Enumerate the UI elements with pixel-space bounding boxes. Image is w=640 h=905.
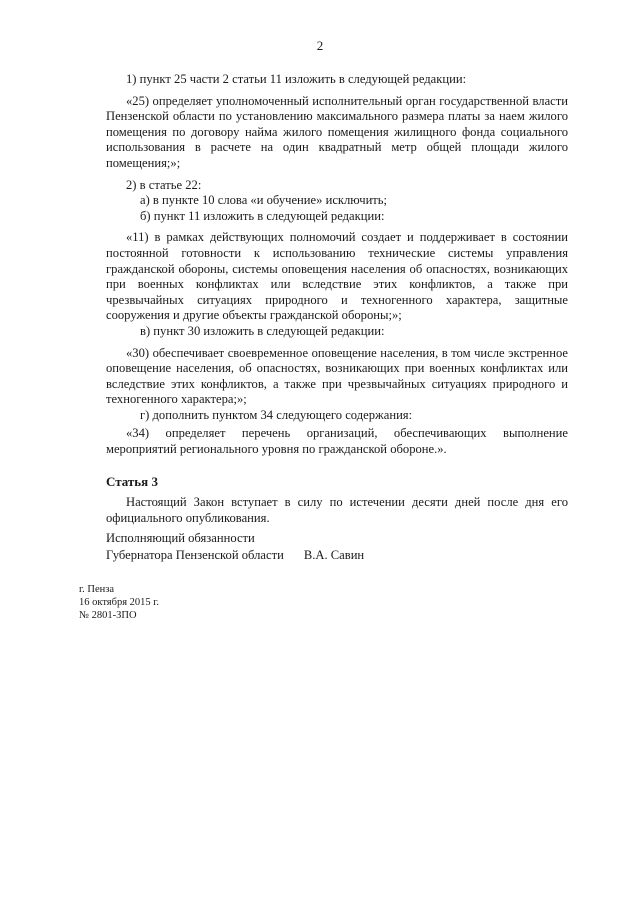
amendment-text-30: «30) обеспечивает своевременное оповещение населения, в том числе экстренное оповещение населения, об опасностях, возникающих при военных конфликтах или вследствие этих конфликтов, а также при чрезвычайных ситуациях природного и техногенного характера;»; [106, 345, 568, 407]
footer-city: г. Пенза [79, 584, 115, 595]
amendment-text-11: «11) в рамках действующих полномочий создает и поддерживает в состоянии постоянной готовности к использованию технические системы управления гражданской обороны, системы оповещения населения об опасностях, возникающих при военных конфликтах или вследствие этих конфликтов, а также при чрезвычайных ситуациях природного и техногенного характера, защитные сооружения и другие объекты гражданской обороны;»; [106, 230, 568, 323]
amendment-subitem-a: а) в пункте 10 слова «и обучение» исключить; [140, 193, 388, 208]
page-number: 2 [316, 38, 324, 53]
document-footer [79, 583, 159, 622]
signature-block [106, 530, 536, 564]
signatory-name: В.А. Савин [303, 548, 365, 562]
signature-title-line-1: Исполняющий обязанности [106, 531, 255, 545]
signature-position: Губернатора Пензенской области [106, 548, 284, 562]
amendment-text-34: «34) определяет перечень организаций, обеспечивающих выполнение мероприятий регионального уровня по гражданской обороне.». [106, 426, 568, 457]
footer-date: 16 октября 2015 г. [79, 597, 160, 608]
amendment-subitem-g: г) дополнить пунктом 34 следующего содержания: [140, 407, 413, 422]
amendment-subitem-v: в) пункт 30 изложить в следующей редакции: [140, 323, 385, 338]
footer-number: № 2801-ЗПО [79, 610, 137, 621]
amendment-text-25: «25) определяет уполномоченный исполнительный орган государственной власти Пензенской области по установлению максимального размера платы за наем жилого помещения по договору найма жилого помещения жилищного фонда социального использования в расчете на один квадратный метр общей площади жилого помещения;»; [106, 93, 568, 170]
article-3-heading: Статья 3 [106, 473, 158, 489]
document-body [106, 72, 568, 526]
amendment-item-2: 2) в статье 22: [126, 177, 202, 192]
signature-title-line-2 [106, 547, 536, 564]
amendment-item-1: 1) пункт 25 части 2 статьи 11 изложить в следующей редакции: [126, 72, 467, 86]
amendment-subitem-b: б) пункт 11 изложить в следующей редакции: [140, 208, 385, 223]
article-3-text: Настоящий Закон вступает в силу по истечении десяти дней после дня его официального опубликования. [106, 495, 568, 525]
